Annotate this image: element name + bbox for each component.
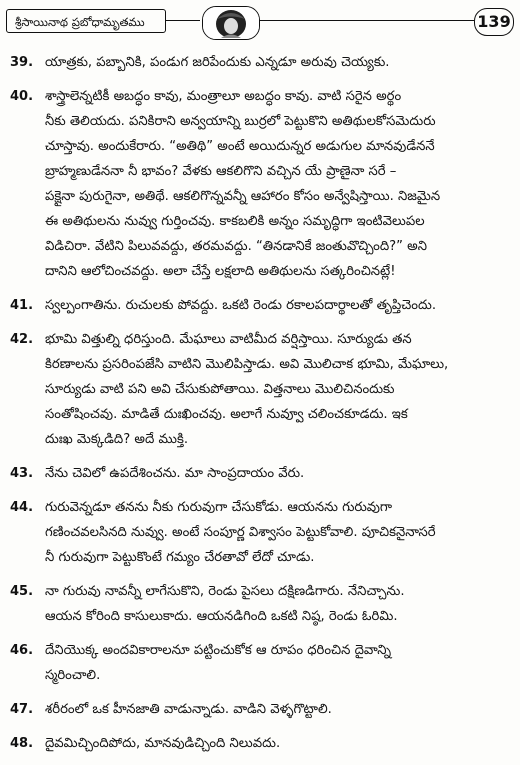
item-text	[45, 697, 512, 722]
list-item	[10, 84, 512, 284]
item-text	[45, 638, 512, 688]
list-item	[10, 579, 512, 629]
text-line: సూర్యుడు వాటి పని అవి చేసుకుపోతాయి. విత్తనాలు మొలిచినందుకు	[45, 382, 395, 397]
item-text	[45, 50, 512, 75]
item-text	[45, 461, 512, 486]
text-line: నీకు తెలియదు. పనికిరాని అన్వయాన్ని బుర్రలో పెట్టుకొని అతిథులకోసమెదురు	[45, 114, 436, 129]
sai-baba-portrait-icon	[202, 6, 260, 40]
page-header	[4, 6, 514, 42]
item-number: 41.	[10, 298, 34, 313]
list-item	[10, 50, 512, 75]
item-number: 42.	[10, 332, 34, 347]
text-line: భూమి విత్తుల్ని ధరిస్తుంది. మేఘాలు వాటిమీద వర్షిస్తాయి. సూర్యుడు తన	[45, 332, 412, 347]
item-text	[45, 495, 512, 570]
text-line: గణించవలసినది నువ్వు. అంటే సంపూర్ణ విశ్వాసం పెట్టుకోవాలి. పూచికనైనాసరే	[45, 525, 436, 540]
text-line: దుఃఖ మెక్కడిది? అదే ముక్తి.	[45, 432, 189, 447]
list-item	[10, 495, 512, 570]
text-line: దేనియొక్క అందవికారాలనూ పట్టించుకోక ఆ రూపం ధరించిన దైవాన్ని	[45, 643, 392, 658]
text-line: ఆయన కోరింది కాసులుకాదు. ఆయనడిగింది ఒకటి నిష్ఠ, రెండు ఓరిమి.	[45, 609, 398, 624]
main-content	[10, 50, 512, 765]
book-title: శ్రీసాయినాథ ప్రబోధామృతము	[6, 9, 166, 33]
text-line: యాత్రకు, పబ్బానికి, పండుగ జరిపేందుకు ఎన్నడూ అరువు చెయ్యకు.	[45, 55, 390, 70]
item-text	[45, 84, 512, 284]
header-rule-right	[260, 20, 474, 21]
text-line: దైవమిచ్చిందిపోదు, మానవుడిచ్చింది నిలువదు.	[45, 736, 281, 751]
item-number: 48.	[10, 736, 34, 751]
item-number: 43.	[10, 466, 34, 481]
text-line: నీ గురువుగా పెట్టుకొంటే గమ్యం చేరతావో లేదో చూడు.	[45, 550, 315, 565]
text-line: సంతోషించవు. మాడితే దుఃఖించవు. అలాగే నువ్వూ చలించకూడదు. ఇక	[45, 407, 408, 422]
text-line: స్మరించాలి.	[45, 668, 101, 683]
list-item	[10, 461, 512, 486]
text-line: దానిని ఆలోచించవద్దు. అలా చేస్తే లక్షలాది అతిథులను సత్కరించినట్లే!	[45, 264, 396, 279]
item-number: 40.	[10, 89, 34, 104]
text-line: నేను చెవిలో ఉపదేశించను. మా సాంప్రదాయం వేరు.	[45, 466, 305, 481]
text-line: శరీరంలో ఒక హీనజాతి వాడున్నాడు. వాడిని వెళ్ళగొట్టాలి.	[45, 702, 332, 717]
item-number: 44.	[10, 500, 34, 515]
item-number: 47.	[10, 702, 34, 717]
item-number: 45.	[10, 584, 34, 599]
text-line: కిరణాలను ప్రసరింపజేసి వాటిని మొలిపిస్తాడు. అవి మొలిచాక భూమి, మేఘాలు,	[45, 357, 449, 372]
text-line: స్వల్పంగాతిను. రుచులకు పోవద్దు. ఒకటి రెండు రకాలపదార్థాలతో తృప్తిచెందు.	[45, 298, 437, 313]
item-text	[45, 579, 512, 629]
item-number: 46.	[10, 643, 34, 658]
text-line: శాస్త్రాలెన్నటికీ అబద్ధం కావు, మంత్రాలూ అబద్ధం కావు. వాటి సరైన అర్థం	[45, 89, 402, 104]
header-rule-left	[166, 20, 200, 21]
list-item	[10, 638, 512, 688]
text-line: గురువెన్నడూ తనను నీకు గురువుగా చేసుకోడు. ఆయనను గురువుగా	[45, 500, 393, 515]
list-item	[10, 327, 512, 452]
text-line: చూస్తావు. అందుకేరారు. “అతిథి” అంటే అయిదున్నర అడుగుల మానవుడేననే	[45, 139, 435, 154]
text-line: ఈ అతిథులను నువ్వు గుర్తించవు. కాకబలికి అన్నం సమృద్ధిగా ఇంటివెలుపల	[45, 214, 425, 229]
item-text	[45, 731, 512, 756]
text-line: నా గురువు నావన్నీ లాగేసుకొని, రెండు పైసలు దక్షిణడిగారు. నేనిచ్చాను.	[45, 584, 405, 599]
list-item	[10, 293, 512, 318]
page-number: 139	[474, 8, 514, 36]
text-line: పక్షైనా పురుగైనా, అతిథే. ఆకలిగొన్నవన్నీ ఆహారం కోసం అన్వేషిస్తాయి. నిజమైన	[45, 189, 441, 204]
list-item	[10, 697, 512, 722]
list-item	[10, 731, 512, 756]
item-number: 39.	[10, 55, 34, 70]
text-line: బ్రాహ్మణుడేననా నీ భావం? వేళకు ఆకలిగొని వచ్చిన యే ప్రాణైనా సరే –	[45, 164, 397, 179]
item-text	[45, 327, 512, 452]
item-text	[45, 293, 512, 318]
text-line: విడిచిరా. వేటిని పిలువవద్దు, తరమవద్దు. “తినడానికే జంతువొచ్చింది?” అని	[45, 239, 427, 254]
